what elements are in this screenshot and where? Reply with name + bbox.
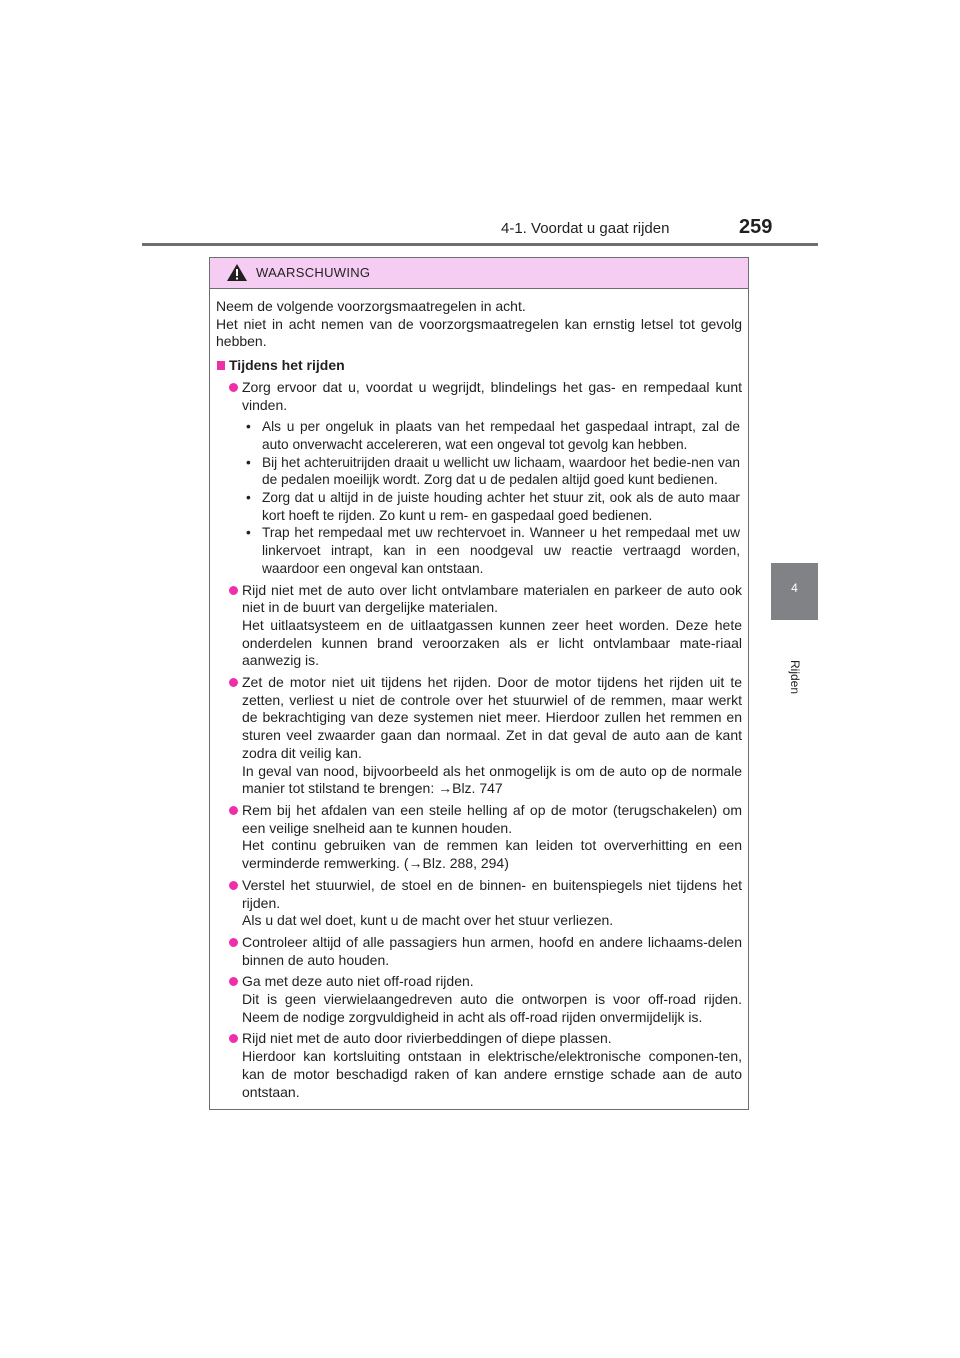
bullet-item	[216, 877, 742, 930]
bullet-text: Rem bij het afdalen van een steile helling af op de motor (terugschakelen) om een veilige snelheid aan te kunnen houden.	[242, 801, 742, 836]
sub-item-text: Bij het achteruitrijden draait u wellicht uw lichaam, waardoor het bedie-nen van de pedalen moeilijk wordt. Zorg dat u de pedalen altijd goed kunt bedienen.	[262, 454, 740, 488]
bullet-text: Zet de motor niet uit tijdens het rijden. Door de motor tijdens het rijden uit te zetten, verliest u niet de controle over het stuurwiel of de remmen, maar werkt de bekrachtiging van deze systemen niet meer. Hierdoor zullen het remmen en sturen veel zwaarder gaan dan normaal. Zet in dat geval de auto aan de kant zodra dit veilig kan.	[242, 674, 742, 761]
bullet-dot-icon	[229, 938, 238, 947]
bullet-text: Rijd niet met de auto over licht ontvlambare materialen en parkeer de auto ook niet in de buurt van dergelijke materialen.	[242, 581, 742, 616]
warning-box	[209, 257, 749, 1110]
bullet-item	[216, 973, 742, 1026]
sub-bullet-icon: •	[246, 419, 251, 435]
warning-header	[210, 258, 748, 289]
sub-item-text: Trap het rempedaal met uw rechtervoet in. Wanneer u het rempedaal met uw linkervoet intrapt, kan in een noodgeval uw reactie vertraagd worden, waardoor een ongeval kan ontstaan.	[262, 525, 740, 576]
bullet-text: In geval van nood, bijvoorbeeld als het onmogelijk is om de auto op de normale manier tot stilstand te brengen: →Blz. 747	[242, 762, 742, 797]
bullet-text: Zorg ervoor dat u, voordat u wegrijdt, blindelings het gas- en rempedaal kunt vinden.	[242, 378, 742, 413]
bullet-text: Het continu gebruiken van de remmen kan leiden tot oververhitting en een verminderde remwerking. (→Blz. 288, 294)	[242, 837, 742, 872]
sub-bullet-icon: •	[246, 525, 251, 541]
bullet-text: Verstel het stuurwiel, de stoel en de binnen- en buitenspiegels niet tijdens het rijden.	[242, 876, 742, 911]
intro-line-1: Neem de volgende voorzorgsmaatregelen in acht.	[216, 298, 526, 314]
intro-line-2: Het niet in acht nemen van de voorzorgsmaatregelen kan ernstig letsel tot gevolg hebben.	[216, 315, 742, 350]
bullet-dot-icon	[229, 586, 238, 595]
chapter-label-text: Rijden	[788, 659, 802, 695]
sub-bullet-icon: •	[246, 454, 251, 470]
bullet-item	[216, 1030, 742, 1101]
warning-items	[216, 379, 742, 1101]
bullet-item	[216, 674, 742, 798]
bullet-dot-icon	[229, 977, 238, 986]
bullet-text: Rijd niet met de auto door rivierbeddingen of diepe plassen.	[242, 1030, 612, 1047]
bullet-item	[216, 379, 742, 414]
bullet-text: Hierdoor kan kortsluiting ontstaan in elektrische/elektronische componen-ten, kan de motor beschadigd raken of kan andere ernstige schade aan de auto ontstaan.	[242, 1048, 742, 1100]
square-bullet-icon	[217, 361, 225, 370]
page-number: 259	[739, 216, 773, 238]
bullet-item	[216, 934, 742, 969]
bullet-text: Controleer altijd of alle passagiers hun armen, hoofd en andere lichaams-delen binnen de auto houden.	[242, 933, 742, 968]
sub-item	[216, 524, 742, 577]
bullet-dot-icon	[229, 881, 238, 890]
bullet-text: Als u dat wel doet, kunt u de macht over het stuur verliezen.	[242, 912, 614, 929]
warning-title: WAARSCHUWING	[256, 265, 371, 280]
chapter-tab	[771, 563, 818, 620]
bullet-text: Ga met deze auto niet off-road rijden.	[242, 973, 474, 990]
bullet-dot-icon	[229, 806, 238, 815]
bullet-dot-icon	[229, 383, 238, 392]
bullet-item	[216, 802, 742, 873]
header-rule	[142, 243, 818, 246]
sub-item-text: Als u per ongeluk in plaats van het rempedaal het gaspedaal intrapt, zal de auto onverwacht accelereren, wat een ongeval tot gevolg kan hebben.	[262, 419, 740, 452]
sub-item-text: Zorg dat u altijd in de juiste houding achter het stuur zit, ook als de auto maar kort hoeft te rijden. Zo kunt u rem- en gaspedaal goed bedienen.	[262, 490, 740, 523]
warning-body	[210, 289, 748, 1101]
bullet-text: Het uitlaatsysteem en de uitlaatgassen kunnen zeer heet worden. Deze hete onderdelen kunnen brand veroorzaken als er licht ontvlambaar mate-riaal aanwezig is.	[242, 616, 742, 669]
bullet-dot-icon	[229, 678, 238, 687]
bullet-text: Dit is geen vierwielaangedreven auto die ontworpen is voor off-road rijden. Neem de nodige zorgvuldigheid in acht als off-road rijden onvermijdelijk is.	[242, 991, 742, 1025]
warning-triangle-icon	[226, 263, 248, 282]
sub-item	[216, 418, 742, 453]
sub-item	[216, 454, 742, 489]
chapter-number: 4	[791, 581, 798, 595]
bullet-dot-icon	[229, 1034, 238, 1043]
section-heading-text: Tijdens het rijden	[229, 357, 345, 374]
section-heading	[216, 357, 742, 375]
chapter-label	[788, 659, 802, 695]
sub-list	[216, 418, 742, 577]
bullet-item	[216, 582, 742, 671]
running-header-section: 4-1. Voordat u gaat rijden	[501, 220, 670, 237]
sub-item	[216, 489, 742, 524]
sub-bullet-icon: •	[246, 490, 251, 506]
